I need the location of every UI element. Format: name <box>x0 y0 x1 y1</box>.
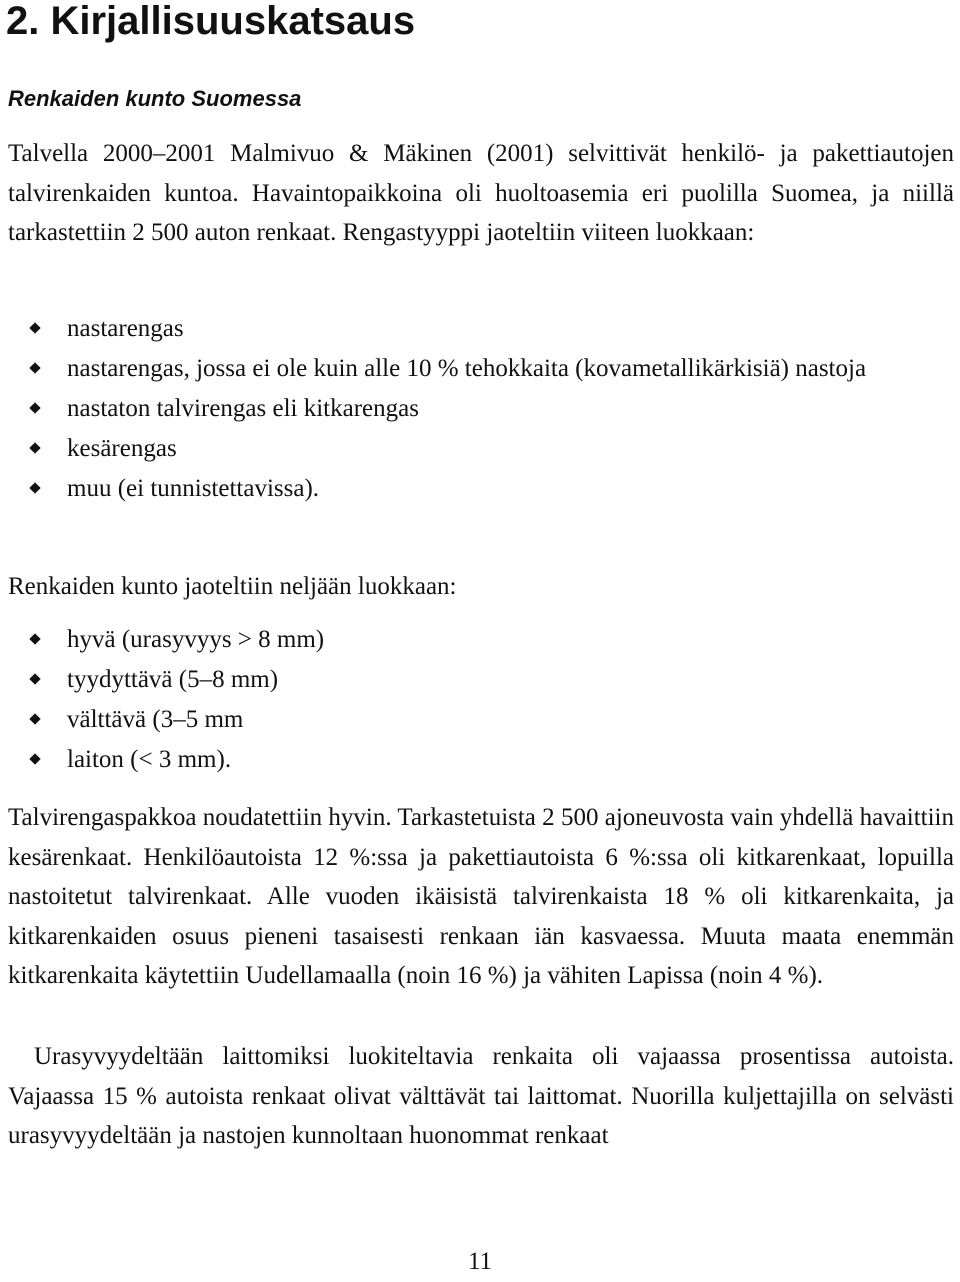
list-item <box>0 349 947 389</box>
list-item-text: nastarengas, jossa ei ole kuin alle 10 % tehokkaita (kovametallikärkisiä) nastoja <box>67 355 867 382</box>
diamond-bullet-icon <box>29 442 40 453</box>
list-item <box>0 309 947 349</box>
list-item-text: kesärengas <box>67 435 177 462</box>
condition-intro-paragraph: Renkaiden kunto jaoteltiin neljään luokkaan: <box>8 573 457 600</box>
list-item-text: välttävä (3–5 mm <box>67 706 244 733</box>
diamond-bullet-icon <box>29 753 40 764</box>
list-item-text: muu (ei tunnistettavissa). <box>67 475 320 502</box>
subsection-heading: Renkaiden kunto Suomessa <box>8 86 302 111</box>
diamond-bullet-icon <box>29 633 40 644</box>
tread-depth-paragraph: Urasyvyydeltään laittomiksi luokiteltavia renkaita oli vajaassa prosentissa autoista. Vajaassa 15 % autoista renkaat olivat välttävät tai laittomat. Nuorilla kuljettajilla on selvästi urasyvyydeltään ja nastojen kunnoltaan huonommat renkaat <box>8 1043 954 1149</box>
list-item-text: nastarengas <box>67 315 184 342</box>
diamond-bullet-icon <box>29 402 40 413</box>
list-item-text: hyvä (urasyvyys > 8 mm) <box>67 626 325 653</box>
intro-paragraph: Talvella 2000–2001 Malmivuo & Mäkinen (2001) selvittivät henkilö- ja pakettiautojen talvirenkaiden kuntoa. Havaintopaikkoina oli huoltoasemia eri puolilla Suomea, ja niillä tarkastettiin 2 500 auton renkaat. Rengastyyppi jaoteltiin viiteen luokkaan: <box>8 140 954 246</box>
section-heading: 2. Kirjallisuuskatsaus <box>6 0 416 43</box>
list-item <box>0 740 947 780</box>
diamond-bullet-icon <box>29 482 40 493</box>
list-item-text: nastaton talvirengas eli kitkarengas <box>67 395 419 422</box>
diamond-bullet-icon <box>29 713 40 724</box>
page-number: 11 <box>467 1248 493 1275</box>
diamond-bullet-icon <box>29 362 40 373</box>
list-item-text: tyydyttävä (5–8 mm) <box>67 666 279 693</box>
diamond-bullet-icon <box>29 322 40 333</box>
list-item <box>0 469 947 509</box>
condition-class-list <box>0 620 960 780</box>
list-item-text: laiton (< 3 mm). <box>67 746 232 773</box>
list-item <box>0 620 947 660</box>
list-item <box>0 660 947 700</box>
list-item <box>0 429 947 469</box>
diamond-bullet-icon <box>29 673 40 684</box>
list-item <box>0 389 947 429</box>
list-item <box>0 700 947 740</box>
results-paragraph: Talvirengaspakkoa noudatettiin hyvin. Tarkastetuista 2 500 ajoneuvosta vain yhdellä havaittiin kesärenkaat. Henkilöautoista 12 %:ssa ja pakettiautoista 6 %:ssa oli kitkarenkaat, lopuilla nastoitetut talvirenkaat. Alle vuoden ikäisistä talvirenkaista 18 % oli kitkarenkaita, ja kitkarenkaiden osuus pieneni tasaisesti renkaan iän kasvaessa. Muuta maata enemmän kitkarenkaita käytettiin Uudellamaalla (noin 16 %) ja vähiten Lapissa (noin 4 %). <box>8 804 954 989</box>
tire-type-list <box>0 309 960 509</box>
